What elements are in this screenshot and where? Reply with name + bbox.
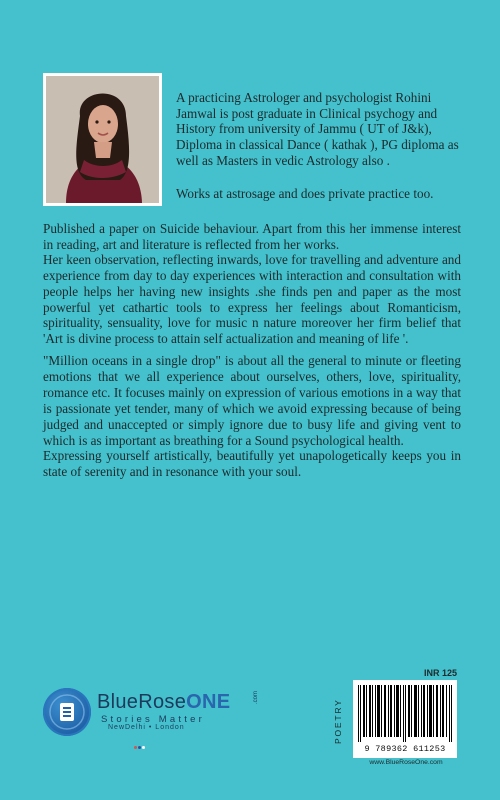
flag-icon [138,746,141,749]
author-bio-paragraph: Her keen observation, reflecting inwards, love for travelling and adventure and experience from day to day experiences with interaction and consultation with people helps her having new insights .she finds pen and paper as the most powerful yet cathartic tools to express her feelings about Romanticism, spirituality, sensuality, love for music n nature moreover her firm belief that 'Art is divine process to attain self actualization and meaning of life '. [43,252,461,346]
isbn-number: 9 789362 611253 [364,744,446,754]
publisher-logo-icon [43,688,91,736]
price-label: INR 125 [424,668,458,678]
publisher-domain: .com [253,691,259,705]
flag-icons [134,736,150,740]
publisher-locations: NewDelhi • London [108,724,185,731]
flag-icon [134,746,137,749]
author-bio-full [43,221,461,347]
author-bio-works: Works at astrosage and does private practice too. [176,185,434,201]
author-bio-intro: A practicing Astrologer and psychologist Rohini Jamwal is post graduate in Clinical psychogy and History from university of Jammu ( UT of J&k), Diploma in classical Dance ( kathak ), PG diploma as well as Masters in vedic Astrology also . [176,90,459,168]
author-bio-side [176,90,461,201]
book-blurb [43,353,461,480]
blurb-paragraph: Expressing yourself artistically, beautifully yet unapologetically keeps you in state of serenity and in resonance with your soul. [43,448,461,480]
genre-label: POETRY [333,698,343,744]
author-bio-paragraph: Published a paper on Suicide behaviour. Apart from this her immense interest in reading, art and literature is reflected from her works. [43,221,461,252]
publisher-brand [97,691,259,725]
publisher-website[interactable]: www.BlueRoseOne.com [369,759,443,766]
publisher-name: BlueRoseONE [97,691,231,713]
author-photo [43,73,162,206]
author-portrait-image [46,76,159,203]
barcode-bars-icon [358,685,452,742]
publisher-tagline: Stories Matter [101,714,205,725]
barcode [353,680,457,758]
flag-icon [142,746,145,749]
book-icon [43,688,91,736]
blurb-paragraph: "Million oceans in a single drop" is about all the general to minute or fleeting emotions that we all experience about ourselves, others, love, spirituality, romance etc. It focuses mainly on expression of various emotions in a way that is passionate yet tender, many of which we avoid expressing because of being judged and unaccepted or simply ignore due to busy life and giving vent to which is as important as breathing for a Sound psychological health. [43,353,461,448]
